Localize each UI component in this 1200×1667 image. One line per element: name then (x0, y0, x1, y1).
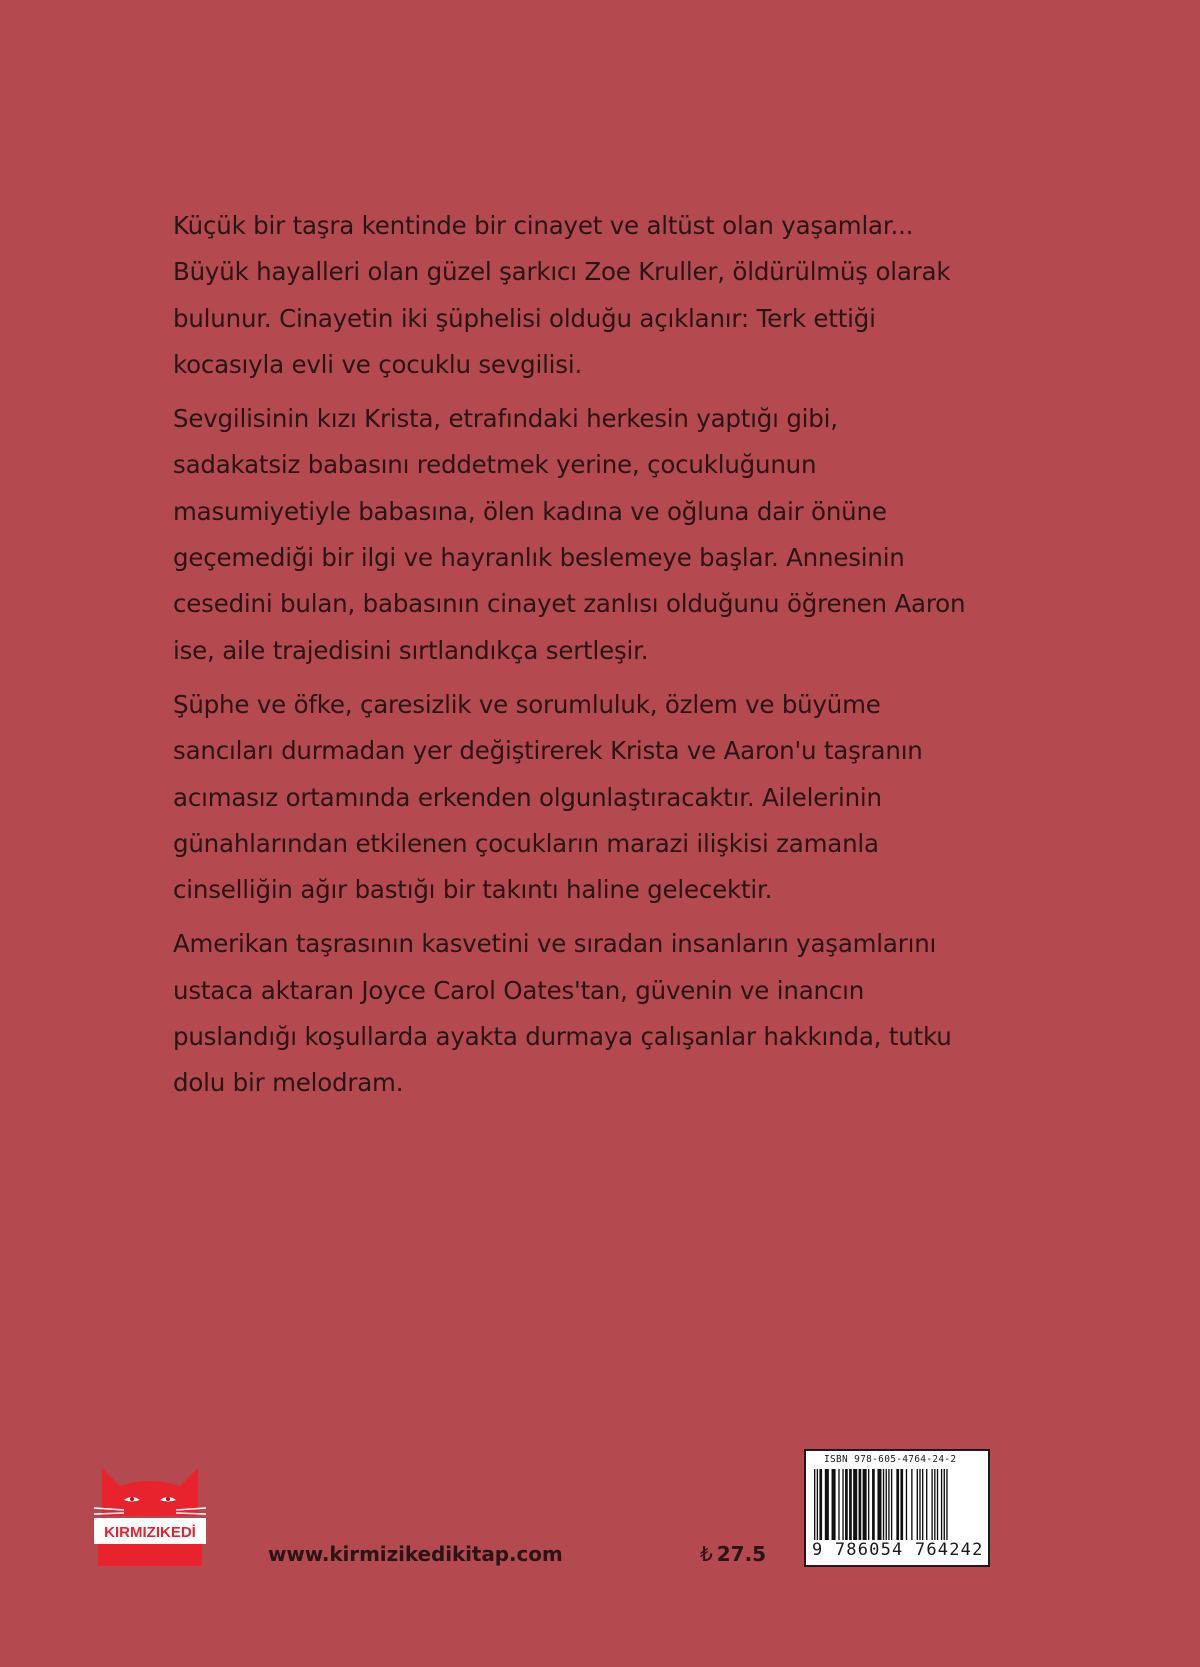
barcode-bar (926, 1469, 927, 1543)
blurb-paragraph-2 (173, 396, 966, 674)
blurb-line: günahlarından etkilenen çocukların marazi ilişkisi zamanla (173, 828, 879, 858)
barcode-bar (937, 1469, 938, 1543)
barcode-bar (931, 1469, 932, 1543)
barcode-bar (853, 1469, 857, 1543)
blurb-line: puslandığı koşullarda ayakta durmaya çalışanlar hakkında, tutku (173, 1022, 952, 1052)
barcode-bar (872, 1469, 875, 1543)
barcode-bar (838, 1469, 839, 1543)
barcode-bar (859, 1469, 862, 1543)
barcode-bar (842, 1469, 843, 1543)
barcode-bar (911, 1469, 912, 1543)
blurb-line: kocasıyla evli ve çocuklu sevgilisi. (173, 349, 583, 379)
barcode-bar (868, 1469, 869, 1543)
isbn-barcode (804, 1449, 990, 1567)
blurb-line: Sevgilisinin kızı Krista, etrafındaki herkesin yaptığı gibi, (173, 404, 838, 434)
barcode-bar (814, 1469, 815, 1543)
blurb-line: cinselliğin ağır bastığı bir takıntı haline gelecektir. (173, 875, 773, 905)
barcode-bar (832, 1469, 836, 1543)
blurb-line: Küçük bir taşra kentinde bir cinayet ve altüst olan yaşamlar... (173, 211, 914, 240)
blurb-line: acımasız ortamında erkenden olgunlaştıracaktır. Ailelerinin (173, 782, 882, 812)
blurb-line: sadakatsiz babasını reddetmek yerine, çocukluğunun (173, 450, 817, 480)
isbn-label: ISBN 978-605-4764-24-2 (824, 1454, 957, 1465)
publisher-website[interactable]: www.kirmizikedikitap.com (268, 1542, 563, 1566)
barcode-bar (849, 1469, 852, 1543)
barcode-bar (900, 1469, 903, 1543)
blurb-line: dolu bir melodram. (173, 1068, 404, 1098)
lira-symbol: ₺ (700, 1542, 713, 1566)
blurb-line: geçemediği bir ilgi ve hayranlık beslemeye başlar. Annesinin (173, 543, 905, 573)
barcode-bar (917, 1469, 918, 1543)
barcode-bar (891, 1469, 892, 1543)
barcode-bars (812, 1469, 984, 1543)
red-cat-logo-icon (94, 1454, 206, 1566)
price-label (700, 1542, 766, 1566)
barcode-bar (845, 1469, 848, 1543)
blurb-paragraph-3 (173, 682, 963, 913)
barcode-bar (883, 1469, 884, 1543)
barcode-bar (906, 1469, 907, 1543)
barcode-bar (919, 1469, 920, 1543)
back-cover-blurb (173, 203, 966, 1115)
price-amount: 27.5 (716, 1542, 767, 1566)
blurb-line: bulunur. Cinayetin iki şüphelisi olduğu açıklanır: Terk ettiği (173, 303, 876, 333)
barcode-bar (934, 1469, 935, 1543)
barcode-bar (922, 1469, 923, 1543)
barcode-bar (819, 1469, 822, 1543)
blurb-line: cesedini bulan, babasının cinayet zanlısı olduğunu öğrenen Aaron (173, 589, 966, 619)
barcode-bar (863, 1469, 867, 1543)
blurb-paragraph-1 (173, 203, 963, 388)
blurb-line: Amerikan taşrasının kasvetini ve sıradan insanların yaşamlarını (173, 929, 937, 959)
barcode-bar (877, 1469, 881, 1543)
barcode-bar (825, 1469, 829, 1543)
logo-wordmark: KIRMIZIKEDİ (104, 1524, 196, 1541)
barcode-bar (817, 1469, 818, 1543)
blurb-line: Büyük hayalleri olan güzel şarkıcı Zoe Kruller, öldürülmüş olarak (173, 257, 951, 287)
blurb-line: ise, aile trajedisini sırtlandıkça sertleşir. (173, 635, 649, 665)
barcode-bar (888, 1469, 889, 1543)
barcode-bar (944, 1469, 945, 1543)
blurb-line: Şüphe ve öfke, çaresizlik ve sorumluluk, özlem ve büyüme (173, 689, 881, 719)
barcode-bar (946, 1469, 947, 1543)
blurb-line: masumiyetiyle babasına, ölen kadına ve oğluna dair önüne (173, 496, 887, 526)
barcode-bar (896, 1469, 899, 1543)
publisher-logo (94, 1454, 206, 1566)
blurb-paragraph-4 (173, 921, 963, 1106)
barcode-bar (941, 1469, 942, 1543)
barcode-bar (886, 1469, 887, 1543)
blurb-line: sancıları durmadan yer değiştirerek Krista ve Aaron'u taşranın (173, 736, 923, 766)
blurb-line: ustaca aktaran Joyce Carol Oates'tan, güvenin ve inancın (173, 975, 865, 1005)
barcode-digits: 9 786054 764242 (812, 1540, 984, 1560)
